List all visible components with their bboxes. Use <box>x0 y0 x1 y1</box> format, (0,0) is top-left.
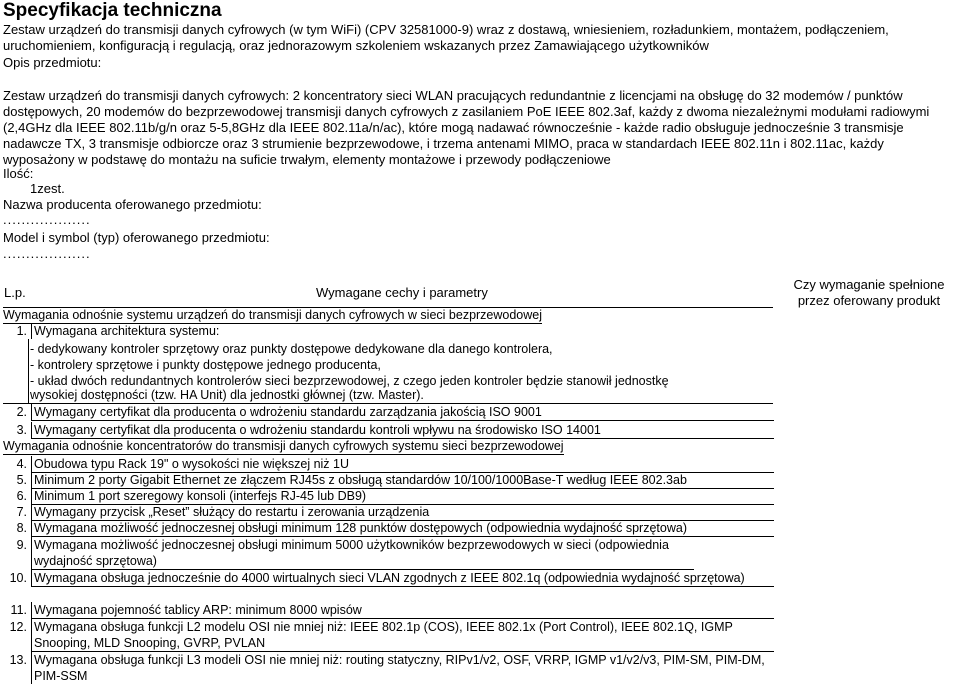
row-text: Wymagany przycisk „Reset” służący do restartu i zerowania urządzenia <box>31 504 774 521</box>
row-number: 5. <box>16 473 27 487</box>
row-number: 3. <box>16 423 27 437</box>
column-header-requirements: Wymagane cechy i parametry <box>316 285 488 300</box>
row-number: 8. <box>16 521 27 535</box>
row-divider <box>28 339 29 403</box>
row-text: Wymagany certyfikat dla producenta o wdrożeniu standardu kontroli wpływu na środowisko ISO 14001 <box>31 422 774 439</box>
intro-paragraph: Zestaw urządzeń do transmisji danych cyfrowych (w tym WiFi) (CPV 32581000-9) wraz z dostawą, wniesieniem, rozładunkiem, montażem, podłączeniem, uruchomieniem, konfiguracją i regulacją, oraz jednorazowym szkoleniem wskazanych przez Zamawiającego użytkowników <box>3 22 889 53</box>
producer-name-label: Nazwa producenta oferowanego przedmiotu: <box>3 197 262 212</box>
zestaw-description: Zestaw urządzeń do transmisji danych cyfrowych: 2 koncentratory sieci WLAN pracujących redundantnie z licencjami na obsługę do 32 modemów / punktów dostępowych, 20 modemów do bezprzewodowej transmisji danych cyfrowych z zasilaniem PoE IEEE 802.3af, każdy z dwoma niezależnymi modułami radiowymi (2,4GHz dla IEEE 802.11b/g/n oraz 5-5,8GHz dla IEEE 802.11a/n/ac), które mogą nadawać równocześnie - każde radio obsługuje jednocześnie 3 transmisje nadawcze TX, 3 transmisje odbiorcze oraz 3 strumienie bezprzewodowe, i trzema antenami MIMO, praca w standardach IEEE 802.11n i 802.11ac, każdy wyposażony w podstawę do montażu na suficie trwałym, elementy montażowe i przewody podłączeniowe <box>3 88 930 167</box>
row-text: Wymagana obsługa jednocześnie do 4000 wirtualnych sieci VLAN zgodnych z IEEE 802.1q (odpowiednia wydajność sprzętowa) <box>31 570 774 587</box>
row-text: Wymagana obsługa funkcji L2 modelu OSI nie mniej niż: IEEE 802.1p (COS), IEEE 802.1x (Port Control), IEEE 802.1Q, IGMP Snooping, MLD Snooping, GVRP, PVLAN <box>31 619 774 652</box>
model-label: Model i symbol (typ) oferowanego przedmiotu: <box>3 230 270 245</box>
row-number: 9. <box>16 538 27 552</box>
column-header-compliance: Czy wymaganie spełnione przez oferowany produkt <box>793 277 945 308</box>
row-text: Obudowa typu Rack 19" o wysokości nie większej niż 1U <box>31 456 774 473</box>
row-number: 11. <box>10 603 27 617</box>
section-heading-system: Wymagania odnośnie systemu urządzeń do transmisji danych cyfrowych w sieci bezprzewodowej <box>3 308 543 322</box>
row-subitem: - układ dwóch redundantnych kontrolerów sieci bezprzewodowej, z czego jeden kontroler będzie stanowił jednostkę <box>30 374 669 388</box>
row-number: 12. <box>9 620 27 634</box>
row-subitem: wysokiej dostępności (tzw. HA Unit) dla jednostki głównej (tzw. Master). <box>30 388 424 402</box>
row-text: Wymagana architektura systemu: <box>31 323 774 339</box>
row-subitem: - dedykowany kontroler sprzętowy oraz punkty dostępowe dedykowane dla danego kontrolera, <box>30 342 553 356</box>
row-text: Wymagana możliwość jednoczesnej obsługi minimum 5000 użytkowników bezprzewodowych w sieci (odpowiednia wydajność sprzętowa) <box>31 537 694 570</box>
row-number: 13. <box>9 653 27 667</box>
row-text: Wymagana obsługa funkcji L3 modeli OSI nie mniej niż: routing statyczny, RIPv1/v2, OSF, VRRP, IGMP v1/v2/v3, PIM-SM, PIM-DM, PIM-SSM <box>31 652 774 684</box>
document-title: Specyfikacja techniczna <box>3 0 222 21</box>
row-text: Wymagana możliwość jednoczesnej obsługi minimum 128 punktów dostępowych (odpowiednia wydajność sprzętowa) <box>31 520 774 537</box>
section-heading-concentrators: Wymagania odnośnie koncentratorów do transmisji danych cyfrowych systemu sieci bezprzewodowej <box>3 439 564 453</box>
opis-label: Opis przedmiotu: <box>3 55 102 70</box>
row-number: 6. <box>16 489 27 503</box>
producer-name-blank: ................... <box>3 212 91 227</box>
row-number: 1. <box>16 324 27 338</box>
ilosc-label: Ilość: <box>3 166 34 181</box>
row-number: 7. <box>16 505 27 519</box>
column-header-lp: L.p. <box>4 285 26 300</box>
row-text: Minimum 1 port szeregowy konsoli (interfejs RJ-45 lub DB9) <box>31 488 774 505</box>
row-text: Wymagana pojemność tablicy ARP: minimum 8000 wpisów <box>31 602 774 619</box>
row-number: 2. <box>16 405 27 419</box>
row-number: 10. <box>9 571 27 585</box>
model-blank: ................... <box>3 246 91 261</box>
row-subitem: - kontrolery sprzętowe i punkty dostępowe jednego producenta, <box>30 358 381 372</box>
row-text: Wymagany certyfikat dla producenta o wdrożeniu standardu zarządzania jakością ISO 9001 <box>31 404 774 421</box>
ilosc-value: 1zest. <box>30 181 65 196</box>
row-text: Minimum 2 porty Gigabit Ethernet ze złączem RJ45s z obsługą standardów 10/100/1000Base-T według IEEE 802.3ab <box>31 472 774 489</box>
row-number: 4. <box>16 457 27 471</box>
